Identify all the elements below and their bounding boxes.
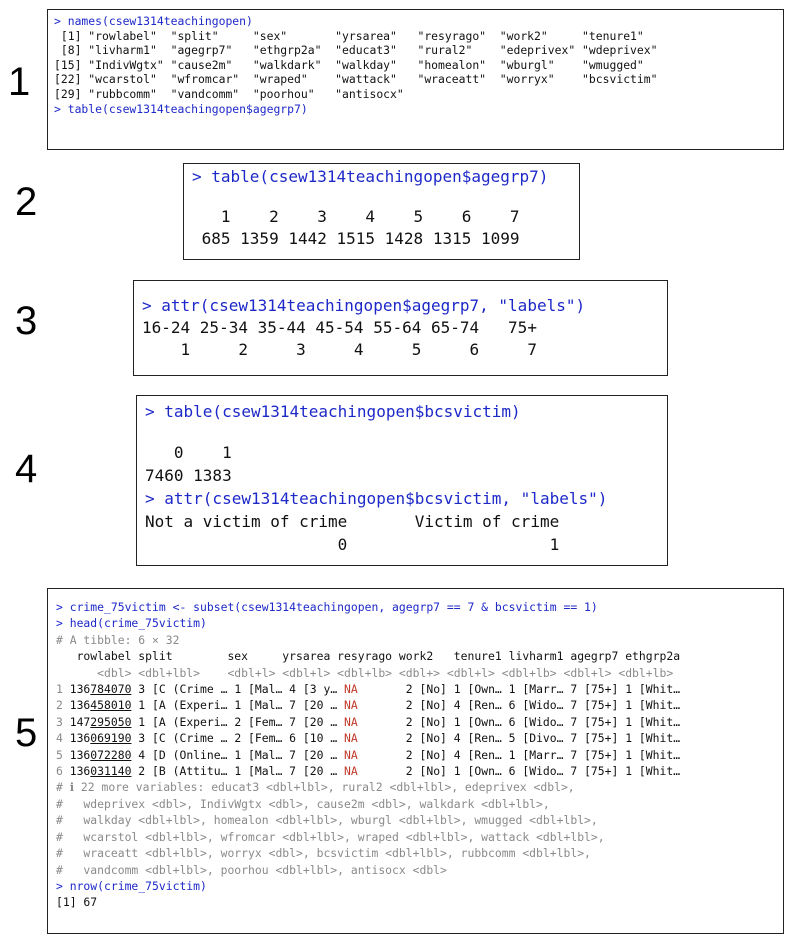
rowlabel-digits: 072280 bbox=[90, 747, 132, 762]
rowlabel-digits: 295050 bbox=[90, 714, 132, 729]
table-header: 1 2 3 4 5 6 7 bbox=[192, 207, 530, 226]
console-command: > nrow(crime_75victim) bbox=[56, 878, 207, 893]
label-names: 16-24 25-34 35-44 45-54 55-64 65-74 75+ bbox=[142, 318, 547, 337]
table-counts: 7460 1383 bbox=[145, 466, 242, 485]
row-cells: 2 [No] 4 [Ren… 1 [Marr… 7 [75+] 1 [Whit… bbox=[357, 747, 681, 762]
table-header: 0 1 bbox=[145, 443, 242, 462]
tibble-types: <dbl> <dbl+lbl> <dbl+l> <dbl+l> <dbl+lb> <dbl+> <dbl+l> <dbl+lb> <dbl+l> <dbl+lb> bbox=[56, 665, 674, 680]
rowlabel-prefix: 136 bbox=[62, 731, 91, 746]
row-cells: 2 [No] 4 [Ren… 5 [Divo… 7 [75+] 1 [Whit… bbox=[357, 731, 681, 746]
rowlabel-prefix: 147 bbox=[62, 714, 91, 729]
row-index: 2 bbox=[56, 698, 63, 713]
tibble-footer-line: # wraceatt <dbl+lbl>, worryx <dbl>, bcsvictim <dbl+lbl>, rubbcomm <dbl+lbl>, bbox=[56, 846, 591, 861]
rowlabel-digits: 784070 bbox=[90, 682, 132, 697]
rowlabel-prefix: 136 bbox=[62, 747, 91, 762]
row-index: 5 bbox=[56, 747, 63, 762]
console-command: > attr(csew1314teachingopen$agegrp7, "labels") bbox=[142, 296, 586, 315]
tibble-footer-line: # wdeprivex <dbl>, IndivWgtx <dbl>, cause2m <dbl>, walkdark <dbl+lbl>, bbox=[56, 796, 550, 811]
console-command: > attr(csew1314teachingopen$bcsvictim, "labels") bbox=[145, 489, 608, 508]
console-command: > head(crime_75victim) bbox=[56, 616, 207, 631]
console-panel-bcsvictim bbox=[136, 395, 668, 566]
row-cells: 1 [A (Experi… 2 [Fem… 7 [20 … bbox=[131, 714, 345, 729]
na-value: NA bbox=[344, 747, 358, 762]
table-row bbox=[56, 681, 783, 697]
console-output-line: [22] "wcarstol" "wfromcar" "wraped" "wattack" "wraceatt" "worryx" "bcsvictim" bbox=[54, 72, 658, 87]
step-label-4: 4 bbox=[15, 447, 38, 491]
row-cells: 3 [C (Crime … 2 [Fem… 6 [10 … bbox=[131, 731, 345, 746]
tibble-footer-line: # wcarstol <dbl+lbl>, wfromcar <dbl+lbl>, wraped <dbl+lbl>, wattack <dbl+lbl>, bbox=[56, 829, 605, 844]
table-row bbox=[56, 747, 783, 763]
label-names: Not a victim of crime Victim of crime bbox=[145, 512, 569, 531]
console-output-line: [29] "rubbcomm" "vandcomm" "poorhou" "antisocx" bbox=[54, 86, 404, 101]
table-row bbox=[56, 730, 783, 746]
console-panel-names bbox=[47, 9, 784, 150]
step-label-5: 5 bbox=[15, 711, 38, 755]
rowlabel-prefix: 136 bbox=[62, 682, 91, 697]
rowlabel-digits: 031140 bbox=[90, 764, 132, 779]
na-value: NA bbox=[344, 764, 358, 779]
row-index: 4 bbox=[56, 731, 63, 746]
tibble-footer bbox=[56, 779, 783, 877]
console-command: > table(csew1314teachingopen$agegrp7) bbox=[192, 167, 549, 186]
row-index: 6 bbox=[56, 764, 63, 779]
tibble-rows bbox=[56, 681, 783, 779]
rowlabel-prefix: 136 bbox=[62, 764, 91, 779]
row-index: 1 bbox=[56, 682, 63, 697]
label-values: 1 2 3 4 5 6 7 bbox=[142, 340, 547, 359]
tibble-header: rowlabel split sex yrsarea resyrago work2 tenure1 livharm1 agegrp7 ethgrp2a bbox=[56, 649, 681, 664]
step-label-3: 3 bbox=[15, 299, 38, 343]
console-output-line: [1] "rowlabel" "split" "sex" "yrsarea" "resyrago" "work2" "tenure1" bbox=[54, 28, 644, 43]
row-cells: 1 [A (Experi… 1 [Mal… 7 [20 … bbox=[131, 698, 345, 713]
na-value: NA bbox=[344, 714, 358, 729]
console-command: > names(csew1314teachingopen) bbox=[54, 14, 253, 28]
console-panel-agegrp-table bbox=[183, 163, 580, 260]
rowlabel-prefix: 136 bbox=[62, 698, 91, 713]
tibble-footer-line: # ℹ 22 more variables: educat3 <dbl+lbl>, rural2 <dbl+lbl>, edeprivex <dbl>, bbox=[56, 780, 575, 795]
table-row bbox=[56, 714, 783, 730]
table-counts: 685 1359 1442 1515 1428 1315 1099 bbox=[192, 229, 530, 248]
tibble-footer-line: # walkday <dbl+lbl>, homealon <dbl+lbl>, wburgl <dbl+lbl>, wmugged <dbl+lbl>, bbox=[56, 813, 598, 828]
rowlabel-digits: 458010 bbox=[90, 698, 132, 713]
table-row bbox=[56, 763, 783, 779]
table-row bbox=[56, 697, 783, 713]
console-command: > crime_75victim <- subset(csew1314teachingopen, agegrp7 == 7 & bcsvictim == 1) bbox=[56, 600, 598, 614]
console-panel-agegrp-labels bbox=[133, 280, 668, 376]
console-panel-subset bbox=[47, 588, 784, 934]
console-command: > table(csew1314teachingopen$bcsvictim) bbox=[145, 402, 521, 421]
row-cells: 2 [No] 1 [Own… 6 [Wido… 7 [75+] 1 [Whit… bbox=[357, 714, 681, 729]
row-cells: 2 [B (Attitu… 1 [Mal… 7 [20 … bbox=[131, 764, 345, 779]
console-output-line: [15] "IndivWgtx" "cause2m" "walkdark" "walkday" "homealon" "wburgl" "wmugged" bbox=[54, 57, 644, 72]
na-value: NA bbox=[344, 731, 358, 746]
console-command: > table(csew1314teachingopen$agegrp7) bbox=[54, 101, 308, 116]
step-label-1: 1 bbox=[8, 60, 31, 104]
row-cells: 2 [No] 1 [Own… 1 [Marr… 7 [75+] 1 [Whit… bbox=[357, 682, 681, 697]
label-values: 0 1 bbox=[145, 535, 569, 554]
tibble-summary: # A tibble: 6 × 32 bbox=[56, 632, 180, 647]
tibble-footer-line: # vandcomm <dbl+lbl>, poorhou <dbl+lbl>, antisocx <dbl> bbox=[56, 862, 447, 877]
row-index: 3 bbox=[56, 714, 63, 729]
row-cells: 2 [No] 1 [Own… 6 [Wido… 7 [75+] 1 [Whit… bbox=[357, 764, 681, 779]
row-cells: 2 [No] 4 [Ren… 6 [Wido… 7 [75+] 1 [Whit… bbox=[357, 698, 681, 713]
na-value: NA bbox=[344, 682, 358, 697]
na-value: NA bbox=[344, 698, 358, 713]
step-label-2: 2 bbox=[15, 180, 38, 224]
row-cells: 3 [C (Crime … 1 [Mal… 4 [3 y… bbox=[131, 682, 345, 697]
console-result: [1] 67 bbox=[56, 895, 98, 910]
row-cells: 4 [D (Online… 1 [Mal… 7 [20 … bbox=[131, 747, 345, 762]
console-output-line: [8] "livharm1" "agegrp7" "ethgrp2a" "educat3" "rural2" "edeprivex" "wdeprivex" bbox=[54, 43, 658, 58]
rowlabel-digits: 069190 bbox=[90, 731, 132, 746]
